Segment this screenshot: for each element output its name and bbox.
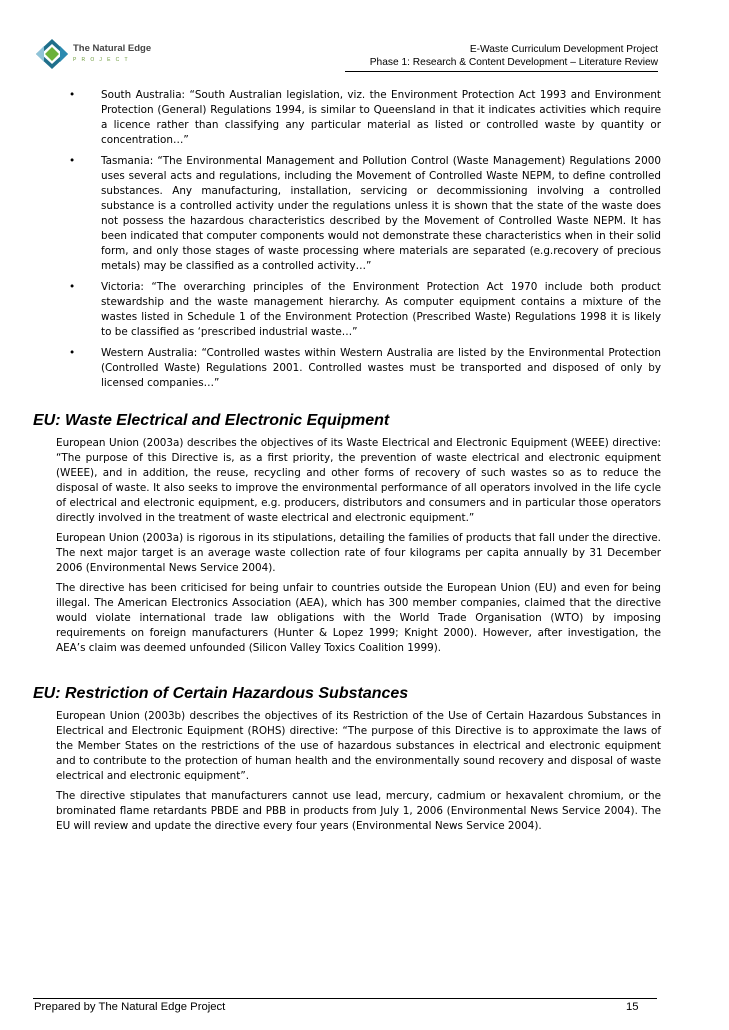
bullet-icon: • <box>69 347 76 359</box>
page-content <box>33 88 661 862</box>
section-heading-weee: EU: Waste Electrical and Electronic Equipment <box>33 412 390 429</box>
list-item-text: South Australia: “South Australian legislation, viz. the Environment Protection Act 1993 and Environment Protection (General) Regulations 1994, is similar to Queensland in that it indicates activities which require a licence rather than classifying any particular material as listed or controlled waste by quantity or concentration…” <box>101 89 661 146</box>
logo <box>32 37 152 71</box>
paragraph: The directive stipulates that manufacturers cannot use lead, mercury, cadmium or hexavalent chromium, or the brominated flame retardants PBDE and PBB in products from July 1, 2006 (Environmental News Service 2004). The EU will review and update the directive every four years (Environmental News Service 2004). <box>56 790 661 832</box>
list-item <box>33 346 661 391</box>
weee-section <box>33 411 661 656</box>
page-number: 15 <box>626 1001 639 1013</box>
list-item-text: Victoria: “The overarching principles of the Environment Protection Act 1970 include both product stewardship and the waste management hierarchy. As computer equipment contains a mixture of the wastes listed in Schedule 1 of the Environment Protection (Prescribed Waste) Regulations 1998 it is likely to be classified as ‘prescribed industrial waste…” <box>101 281 661 338</box>
footer-prepared-by: Prepared by The Natural Edge Project <box>34 1001 226 1013</box>
logo-subtitle: PROJECT <box>73 57 133 63</box>
list-item <box>33 154 661 274</box>
bullet-icon: • <box>69 281 76 293</box>
phase-title: Phase 1: Research & Content Development – Literature Review <box>369 57 658 68</box>
logo-mark-icon <box>32 37 72 71</box>
section-heading-rohs: EU: Restriction of Certain Hazardous Substances <box>33 685 409 702</box>
rohs-section <box>33 684 661 834</box>
paragraph: European Union (2003a) is rigorous in its stipulations, detailing the families of products that fall under the directive. The next major target is an average waste collection rate of four kilograms per capita annually by 31 December 2006 (Environmental News Service 2004). <box>56 532 661 574</box>
list-item-text: Western Australia: “Controlled wastes within Western Australia are listed by the Environmental Protection (Controlled Waste) Regulations 2001. Controlled wastes must be transported and disposed of only by licensed companies…” <box>101 347 661 389</box>
paragraph: European Union (2003a) describes the objectives of its Waste Electrical and Electronic Equipment (WEEE) directive: “The purpose of this Directive is, as a first priority, the prevention of waste electrical and electronic equipment (WEEE), and in addition, the reuse, recycling and other forms of recovery of such wastes so as to reduce the disposal of waste. It also seeks to improve the environmental performance of all operators involved in the life cycle of electrical and electronic equipment, e.g. producers, distributors and consumers and in particular those operators directly involved in the treatment of waste electrical and electronic equipment.” <box>56 437 661 524</box>
paragraph: European Union (2003b) describes the objectives of its Restriction of the Use of Certain Hazardous Substances in Electrical and Electronic Equipment (ROHS) directive: “The purpose of this Directive is to approximate the laws of the Member States on the restrictions of the use of hazardous substances in electrical and electronic equipment and to contribute to the protection of human health and the environmentally sound recovery and disposal of waste electrical and electronic equipment”. <box>56 710 661 782</box>
state-legislation-list <box>33 88 661 391</box>
header-titles <box>370 43 658 69</box>
bullet-icon: • <box>69 89 76 101</box>
page-header <box>0 0 729 80</box>
paragraph: The directive has been criticised for being unfair to countries outside the European Union (EU) and even for being illegal. The American Electronics Association (AEA), which has 300 member companies, claimed that the directive would violate international trade law obligations with the World Trade Organisation (WTO) by imposing requirements on foreign manufacturers (Hunter & Lopez 1999; Knight 2000). However, after investigation, the AEA’s claim was deemed unfounded (Silicon Valley Toxics Coalition 1999). <box>56 582 661 654</box>
footer-divider <box>33 998 657 999</box>
project-title: E-Waste Curriculum Development Project <box>469 44 658 55</box>
header-divider <box>345 71 658 72</box>
list-item <box>33 88 661 148</box>
list-item-text: Tasmania: “The Environmental Management and Pollution Control (Waste Management) Regulations 2000 uses several acts and regulations, including the Movement of Controlled Waste NEPM, to define controlled substances. Any manufacturing, installation, servicing or decommissioning involving a controlled substance is a controlled activity under the regulations unless it is shown that the state of the waste does not possess the hazardous characteristics described by the Movement of Controlled Waste NEPM. It has been indicated that computer components would not demonstrate these characteristics when in their solid form, and only those stages of waste processing where materials are separated (e.g.recovery of precious metals) may be classified as a controlled activity…” <box>101 155 661 272</box>
bullet-icon: • <box>69 155 76 167</box>
logo-name: The Natural Edge <box>73 43 152 54</box>
list-item <box>33 280 661 340</box>
